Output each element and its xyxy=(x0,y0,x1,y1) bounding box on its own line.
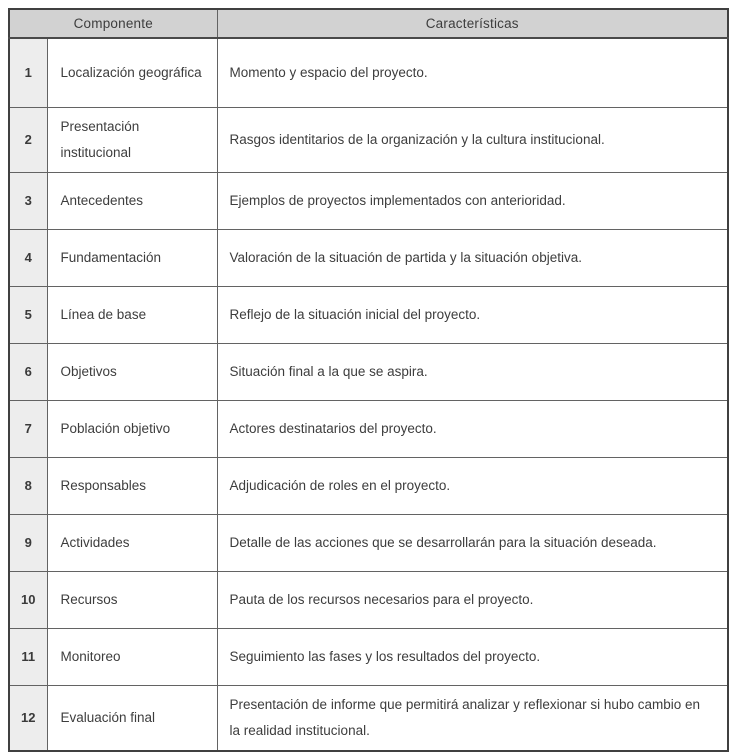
characteristics-cell: Momento y espacio del proyecto. xyxy=(217,38,728,107)
component-cell: Localización geográfica xyxy=(47,38,217,107)
table-row xyxy=(9,400,728,457)
component-cell: Población objetivo xyxy=(47,400,217,457)
component-cell: Línea de base xyxy=(47,286,217,343)
characteristics-cell: Actores destinatarios del proyecto. xyxy=(217,400,728,457)
table-row xyxy=(9,457,728,514)
component-cell: Presentación institucional xyxy=(47,107,217,172)
header-caracteristicas: Características xyxy=(217,9,728,38)
characteristics-cell: Valoración de la situación de partida y la situación objetiva. xyxy=(217,229,728,286)
row-number: 12 xyxy=(9,685,47,751)
characteristics-cell: Presentación de informe que permitirá analizar y reflexionar si hubo cambio en la realidad institucional. xyxy=(217,685,728,751)
row-number: 5 xyxy=(9,286,47,343)
characteristics-cell: Reflejo de la situación inicial del proyecto. xyxy=(217,286,728,343)
table-row xyxy=(9,172,728,229)
table-row xyxy=(9,286,728,343)
row-number: 11 xyxy=(9,628,47,685)
row-number: 2 xyxy=(9,107,47,172)
table-row xyxy=(9,229,728,286)
header-row xyxy=(9,9,728,38)
table-row xyxy=(9,628,728,685)
table-row xyxy=(9,343,728,400)
row-number: 3 xyxy=(9,172,47,229)
characteristics-cell: Situación final a la que se aspira. xyxy=(217,343,728,400)
characteristics-cell: Rasgos identitarios de la organización y la cultura institucional. xyxy=(217,107,728,172)
row-number: 9 xyxy=(9,514,47,571)
characteristics-cell: Detalle de las acciones que se desarrollarán para la situación deseada. xyxy=(217,514,728,571)
components-table xyxy=(8,8,729,752)
component-cell: Antecedentes xyxy=(47,172,217,229)
row-number: 8 xyxy=(9,457,47,514)
characteristics-cell: Adjudicación de roles en el proyecto. xyxy=(217,457,728,514)
table-row xyxy=(9,571,728,628)
header-componente: Componente xyxy=(9,9,217,38)
row-number: 6 xyxy=(9,343,47,400)
row-number: 1 xyxy=(9,38,47,107)
characteristics-cell: Pauta de los recursos necesarios para el proyecto. xyxy=(217,571,728,628)
component-cell: Actividades xyxy=(47,514,217,571)
component-cell: Objetivos xyxy=(47,343,217,400)
row-number: 7 xyxy=(9,400,47,457)
table-row xyxy=(9,514,728,571)
characteristics-cell: Seguimiento las fases y los resultados del proyecto. xyxy=(217,628,728,685)
characteristics-cell: Ejemplos de proyectos implementados con anterioridad. xyxy=(217,172,728,229)
table-row xyxy=(9,38,728,107)
row-number: 10 xyxy=(9,571,47,628)
component-cell: Recursos xyxy=(47,571,217,628)
component-cell: Monitoreo xyxy=(47,628,217,685)
component-cell: Fundamentación xyxy=(47,229,217,286)
table-row xyxy=(9,107,728,172)
component-cell: Responsables xyxy=(47,457,217,514)
component-cell: Evaluación final xyxy=(47,685,217,751)
row-number: 4 xyxy=(9,229,47,286)
